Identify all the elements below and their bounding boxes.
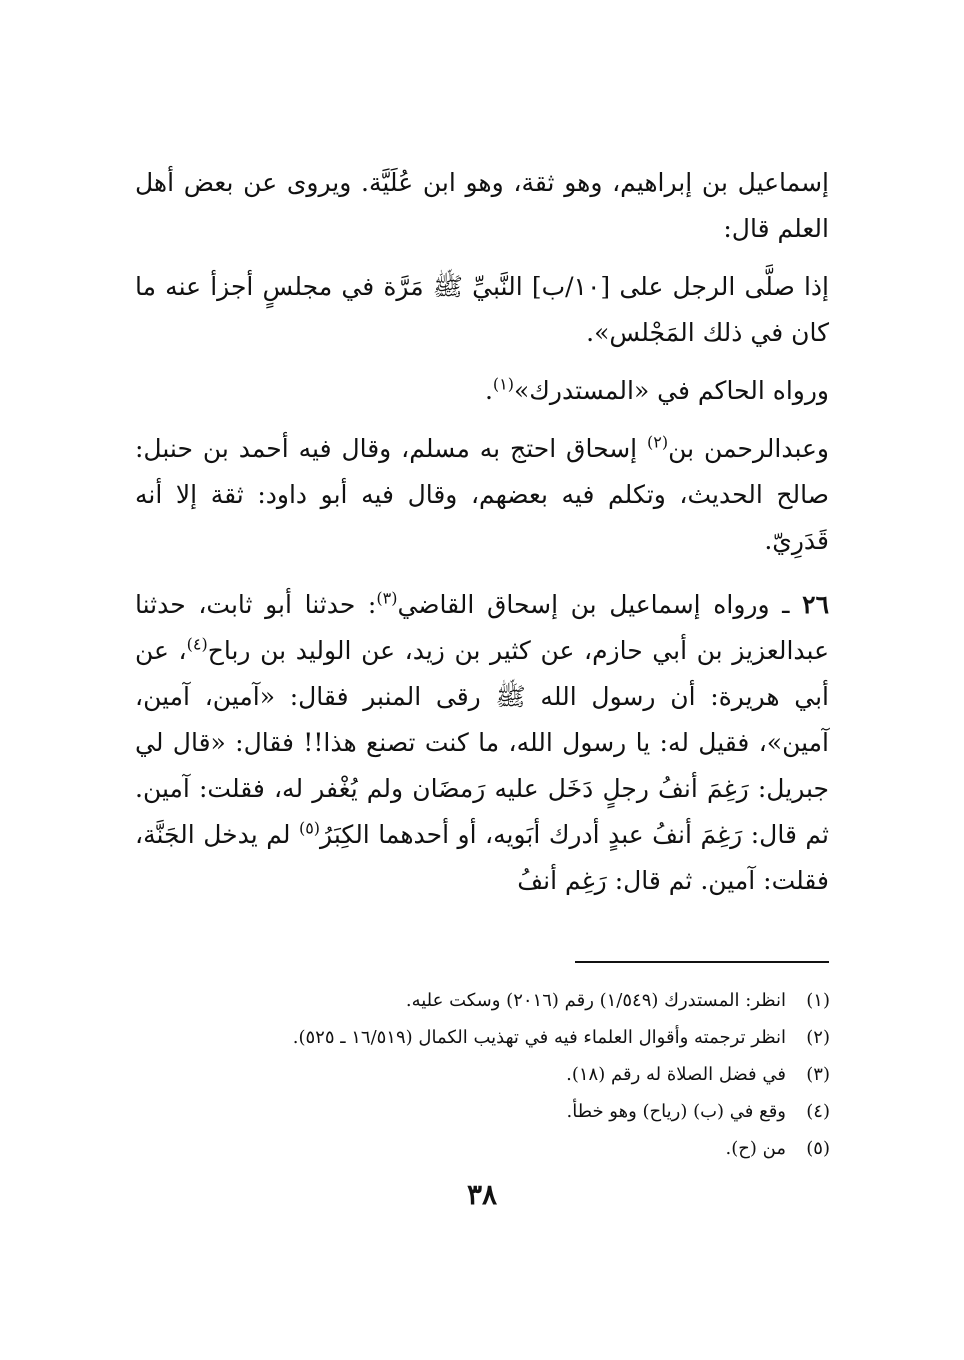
paragraph-4-rest: إسحاق احتج به مسلم، وقال فيه أحمد بن حنبل: صالح الحديث، وتكلم فيه بعضهم، وقال فيه أبو داود: ثقة إلا أنه قَدَرِيّ. <box>135 434 829 555</box>
footnote-text: انظر: المستدرك (١/٥٤٩) رقم (٢٠١٦) وسكت عليه. <box>405 990 786 1011</box>
paragraph-5-mid2: ، عن أبي هريرة: أن رسول الله ﷺ رقى المنبر فقال: «آمين، آمين، آمين»، فقيل له: يا رسول الله، ما كنت تصنع هذا!! فقال: «قال لي جبريل: رَغِمَ أنفُ رجلٍ دَخَل عليه رَمضَان ولم يُغْفر له، فقلت: آمين. ثم قال: رَغِمَ أنفُ عبدٍ أدرك أبَويه، أو أحدهما الكِبَرُ <box>135 636 829 849</box>
paragraph-2-text: إذا صلَّى الرجل على [١٠/ب] النَّبيِّ ﷺ مَرَّة في مجلسٍ أجزأ عنه ما كان في ذلك المَجْلس». <box>135 272 829 347</box>
footnote-number: (٣) <box>806 1064 830 1085</box>
footnote-divider <box>575 961 829 963</box>
footnote-text: من (ح). <box>725 1138 786 1159</box>
footnote-ref-5: (٥) <box>298 818 321 838</box>
footnote-text: انظر ترجمته وأقوال العلماء فيه في تهذيب الكمال (١٦/٥١٩ ـ ٥٢٥). <box>292 1027 786 1048</box>
paragraph-1-text: إسماعيل بن إبراهيم، وهو ثقة، وهو ابن عُلَيَّة. ويروى عن بعض أهل العلم قال: <box>135 168 829 243</box>
footnotes <box>160 982 830 1167</box>
footnote-item <box>160 1093 830 1130</box>
paragraph-1 <box>135 160 829 252</box>
footnote-ref-4: (٤) <box>186 634 208 654</box>
paragraph-3-text: ورواه الحاكم في «المستدرك» <box>513 376 829 405</box>
paragraph-3 <box>135 368 829 414</box>
paragraph-4-start: وعبدالرحمن بن <box>668 434 829 463</box>
paragraph-5 <box>135 582 829 904</box>
footnote-ref-1: (١) <box>492 374 514 394</box>
footnote-number: (٥) <box>806 1138 830 1159</box>
footnote-item <box>160 1056 830 1093</box>
footnote-item <box>160 982 830 1019</box>
footnote-text: وقع في (ب) (رياح) وهو خطأ. <box>566 1101 786 1122</box>
footnote-text: في فضل الصلاة له رقم (١٨). <box>566 1064 786 1085</box>
footnote-item <box>160 1130 830 1167</box>
paragraph-5-mid: : حدثنا أبو ثابت، حدثنا عبدالعزيز بن أبي حازم، عن كثير بن زيد، عن الوليد بن رباح <box>135 590 829 665</box>
footnote-number: (٤) <box>806 1101 830 1122</box>
paragraph-4 <box>135 426 829 564</box>
paragraph-3-end: . <box>484 376 493 405</box>
hadith-number: ٢٦ <box>802 590 829 619</box>
paragraph-5-start: ـ ورواه إسماعيل بن إسحاق القاضي <box>397 590 803 619</box>
page-number: ٣٨ <box>466 1178 498 1211</box>
paragraph-2 <box>135 264 829 356</box>
footnote-number: (١) <box>806 990 830 1011</box>
main-text <box>135 160 829 916</box>
footnote-ref-2: (٢) <box>647 432 669 452</box>
footnote-ref-3: (٣) <box>376 588 398 608</box>
footnote-number: (٢) <box>806 1027 830 1048</box>
paragraph-5-end: لم يدخل الجَنَّة، فقلت: آمين. ثم قال: رَغِم أنفُ <box>135 820 829 895</box>
footnote-item <box>160 1019 830 1056</box>
